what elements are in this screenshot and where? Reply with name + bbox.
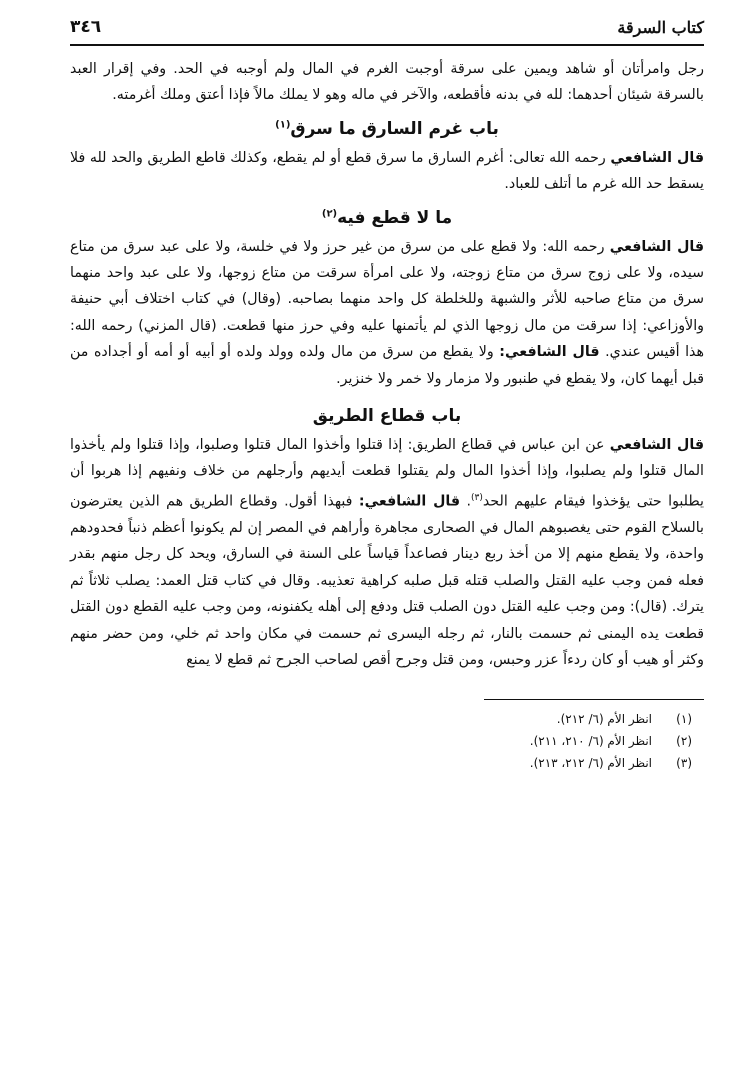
footnote-text: انظر الأم (٦/ ٢١٠، ٢١١). — [529, 734, 652, 749]
book-title: كتاب السرقة — [617, 17, 704, 37]
footnote-number: (٣) — [676, 756, 692, 771]
page-number: ٣٤٦ — [70, 17, 102, 37]
footnote-number: (١) — [676, 712, 692, 727]
paragraph-text: رحمه الله تعالى: أغرم السارق ما سرق قطع أو لم يقطع، وكذلك قاطع الطريق والحد لله فلا يسقط حد الله غرم ما أتلف للعباد. — [70, 149, 704, 193]
section-title: ما لا قطع فيه — [337, 207, 453, 228]
footnote-item — [70, 708, 704, 730]
footnote-divider — [484, 699, 704, 700]
section-heading-highway-robbers — [70, 406, 704, 426]
footnote-ref: (١) — [275, 119, 291, 131]
book-page — [70, 10, 704, 1070]
footnote-ref: (٢) — [321, 207, 338, 219]
section-paragraph — [70, 432, 704, 673]
paragraph-text: ولا يقطع من سرق من مال ولده وولد ولده أو أبيه أو أمه أو أجداده من قبل أيهما كان، ولا يقطع في طنبور ولا مزمار ولا خمر ولا خنزير. — [70, 344, 704, 387]
speaker-label: قال الشافعي: — [499, 344, 600, 361]
paragraph-text: رحمه الله: ولا قطع على من سرق من غير حرز ولا في خلسة، ولا على عبد سرق من متاع سيده، ولا على زوج سرق من متاع زوجته، ولا على امرأة سرقت من متاع زوجها، ولا على عبد واحد منهما سرق من متاع صاحبه للأثر والشبهة وللخلطة كل واحد منهما بصاحبه. (وقال) في كتاب اختلاف أبي حنيفة والأوزاعي: إذا سرقت من مال زوجها الذي لم يأتمنها عليه وفي حرز منها قطعت. (قال المزني) رحمه الله: هذا أقيس عندي. — [70, 238, 704, 361]
page-header — [70, 10, 704, 46]
footnote-item — [70, 752, 704, 774]
section-paragraph — [70, 234, 704, 392]
section-heading-no-amputation — [70, 208, 704, 228]
footnote-ref: (٣) — [471, 492, 483, 503]
footnote-text: انظر الأم (٦/ ٢١٢). — [556, 712, 652, 727]
speaker-label: قال الشافعي: — [358, 493, 461, 510]
footnotes — [70, 708, 704, 774]
speaker-label: قال الشافعي — [610, 149, 704, 166]
section-title: باب غرم السارق ما سرق — [290, 118, 499, 139]
section-title: باب قطاع الطريق — [312, 406, 462, 427]
footnote-number: (٢) — [676, 734, 692, 749]
paragraph-text: فبهذا أقول. وقطاع الطريق هم الذين يعترضون بالسلاح القوم حتى يغصبوهم المال في الصحارى مجاهرة وأراهم في المصر إن لم يكونوا أعظم ذنباً فحدودهم واحدة، ولا يقطع منهم إلا من أخذ ربع دينار فصاعداً قياساً على السنة في السارق، ويحد كل رجل منهم بقدر فعله فمن وجب عليه القتل والصلب قتله قبل صلبه كراهية تعذيبه. وقال في كتاب قتل العمد: يصلب ثلاثاً ثم يترك. (قال): ومن وجب عليه القتل دون الصلب قتل ودفع إلى أهله يكفنونه، ومن وجب عليه القطع دون القتل قطعت يده اليمنى ثم حسمت بالنار، ثم رجله اليسرى ثم حسمت في مكان واحد ثم خلي، ومن حضر منهم وكثر أو هيب أو كان ردءاً عزر وحبس، ومن قتل وجرح أقص لصاحب الجرح ثم قطع لا يمنع — [70, 493, 704, 669]
footnote-text: انظر الأم (٦/ ٢١٢، ٢١٣). — [529, 756, 652, 771]
section-heading-theft-liability — [70, 119, 704, 139]
speaker-label: قال الشافعي — [609, 238, 705, 255]
paragraph-text: عن ابن عباس في قطاع الطريق: إذا قتلوا وأخذوا المال قتلوا وصلبوا، وإذا قتلوا ولم يأخذوا المال قتلوا ولم يصلبوا، وإذا أخذوا المال ولم يقتلوا قطعت أيديهم وأرجلهم من خلاف ونفيهم إذا هربوا أن يطلبوا حتى يؤخذوا فيقام عليهم الحد — [70, 437, 704, 510]
footnote-item — [70, 730, 704, 752]
section-paragraph — [70, 145, 704, 198]
intro-paragraph: رجل وامرأتان أو شاهد ويمين على سرقة أوجبت الغرم في المال ولم أوجبه في الحد. وفي إقرار العبد بالسرقة شيئان أحدهما: لله في بدنه فأقطعه، والآخر في ماله وهو لا يملك مالاً فإذا أعتق وملك أغرمته. — [70, 61, 704, 104]
paragraph-text: . — [460, 493, 472, 510]
speaker-label: قال الشافعي — [609, 437, 704, 454]
